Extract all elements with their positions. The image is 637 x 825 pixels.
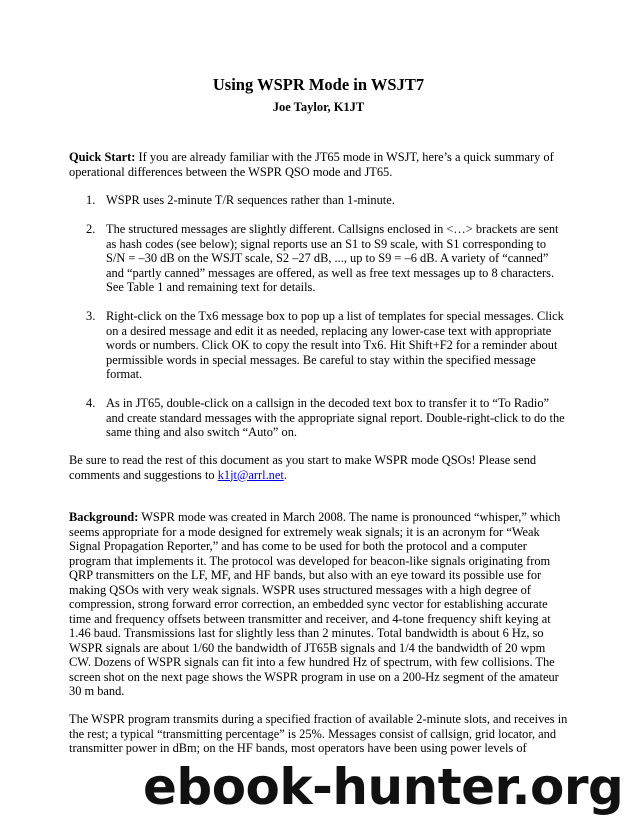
quickstart-text: If you are already familiar with the JT65 mode in WSJT, here’s a quick summary of operational differences between the WSPR QSO mode and JT65. — [69, 150, 554, 179]
watermark-text: ebook-hunter.org — [143, 758, 624, 816]
list-item-number: 4. — [86, 396, 96, 410]
closing-end: . — [283, 467, 287, 482]
program-text: The WSPR program transmits during a specified fraction of available 2-minute slots, and receives in the rest; a typical “transmitting percentage” is 25%. Messages consist of callsign, grid locator, and transmitter power in dBm; on the HF bands, most operators have been using power levels of — [69, 712, 568, 755]
list-item-text: Right-click on the Tx6 message box to pop up a list of templates for special messages. Click on a desired message and edit it as needed, replacing any lower-case text with appropriate words or numbers. Click OK to copy the result into Tx6. Hit Shift+F2 for a reminder about permissible words in special messages. Be careful to stay within the specified message format. — [106, 309, 564, 381]
author-line: Joe Taylor, K1JT — [272, 100, 365, 114]
list-item-text: WSPR uses 2-minute T/R sequences rather than 1-minute. — [106, 193, 395, 207]
list-item-number: 1. — [86, 193, 96, 207]
email-link[interactable]: k1jt@arrl.net — [217, 467, 284, 482]
quickstart-paragraph — [69, 150, 569, 179]
page-title: Using WSPR Mode in WSJT7 — [212, 75, 425, 94]
closing-paragraph — [69, 453, 569, 482]
list-item-text: The structured messages are slightly different. Callsigns enclosed in <…> brackets are sent as hash codes (see below); signal reports use an S1 to S9 scale, with S1 corresponding to S/N = –30 dB on the WSJT scale, S2 –27 dB, ..., up to S9 = –6 dB. A variety of “canned” and “partly canned” messages are offered, as well as free text messages up to 8 characters. See Table 1 and remaining text for details. — [106, 222, 559, 294]
background-text: WSPR mode was created in March 2008. The name is pronounced “whisper,” which seems appropriate for a mode designed for extremely weak signals; it is an acronym for “Weak Signal Propagation Reporter,” and has come to be used for both the protocol and a computer program that implements it. The protocol was developed for beacon-like signals originating from QRP transmitters on the LF, MF, and HF bands, but also with an eye toward its possible use for making QSOs with very weak signals. WSPR uses structured messages with a high degree of compression, strong forward error correction, an embedded sync vector for establishing accurate time and frequency offsets between transmitter and receiver, and 4-tone frequency shift keying at 1.46 baud. Transmissions last for slightly less than 2 minutes. Total bandwidth is about 6 Hz, so WSPR signals are about 1/60 the bandwidth of JT65B signals and 1/4 the bandwidth of 20 wpm CW. Dozens of WSPR signals can fit into a few hundred Hz of spectrum, with few collisions. The screen shot on the next page shows the WSPR program in use on a 200-Hz segment of the amateur 30 m band. — [69, 510, 561, 698]
background-paragraph — [69, 510, 569, 699]
list-item-number: 3. — [86, 309, 96, 323]
list-item-text: As in JT65, double-click on a callsign in the decoded text box to transfer it to “To Radio” and create standard messages with the appropriate signal report. Double-right-click to do the same thing and also switch “Auto” on. — [106, 396, 565, 439]
background-label: Background: — [69, 510, 139, 524]
program-paragraph — [69, 712, 569, 756]
quickstart-label: Quick Start: — [69, 150, 136, 164]
list-item-number: 2. — [86, 222, 96, 236]
closing-text: Be sure to read the rest of this document as you start to make WSPR mode QSOs! Please send comments and suggestions to — [69, 453, 537, 482]
